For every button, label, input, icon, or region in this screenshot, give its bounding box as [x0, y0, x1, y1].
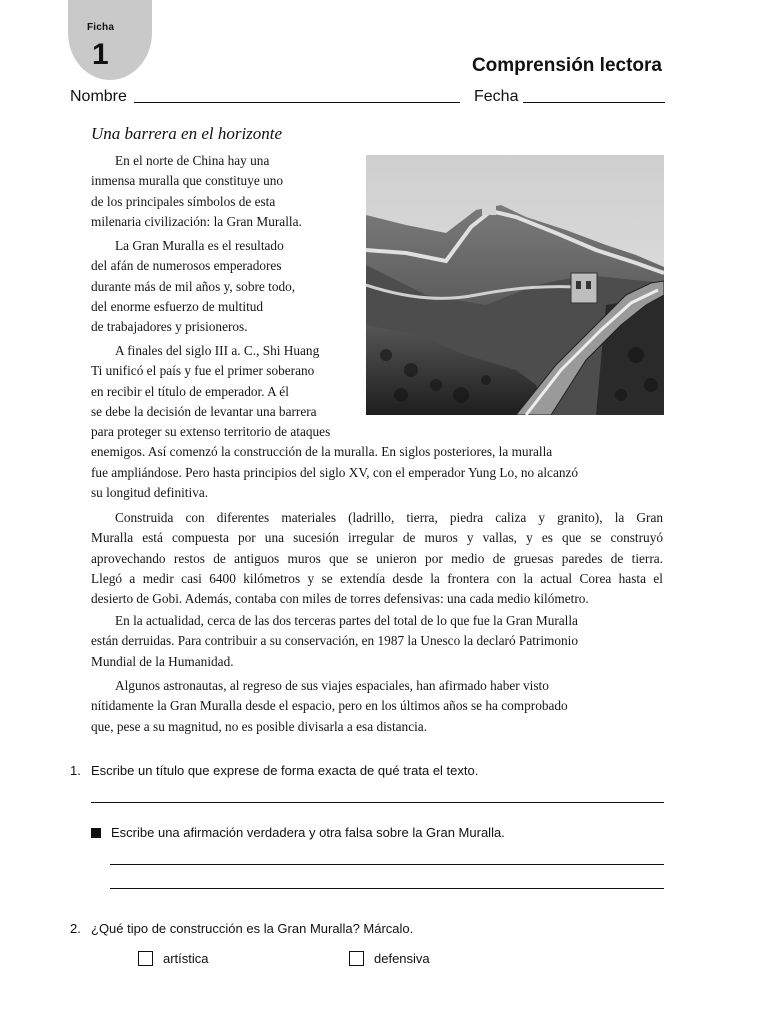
question-1-number: 1.	[70, 763, 81, 778]
paragraph-2	[91, 236, 361, 337]
text-line: desierto de Gobi. Además, contaba con miles de torres defensivas: una cada medio kilómetro.	[91, 591, 589, 607]
great-wall-photo	[366, 155, 664, 415]
option-label-defensiva: defensiva	[374, 951, 430, 966]
text-line: A finales del siglo III a. C., Shi Huang	[115, 343, 320, 358]
paragraph-5	[91, 611, 663, 672]
ficha-tab	[68, 0, 152, 80]
question-1-answer-line[interactable]	[91, 802, 664, 803]
text-line: en recibir el título de emperador. A él	[91, 383, 289, 399]
fecha-label: Fecha	[474, 88, 519, 105]
text-line: para proteger su extenso territorio de ataques	[91, 424, 331, 440]
text-line: Ti unificó el país y fue el primer soberano	[91, 363, 315, 379]
text-line: durante más de mil años y, sobre todo,	[91, 278, 296, 294]
question-1b-text: Escribe una afirmación verdadera y otra falsa sobre la Gran Muralla.	[111, 825, 505, 840]
question-1b-answer-line[interactable]	[110, 888, 664, 889]
paragraph-1	[91, 151, 361, 232]
paragraph-6	[91, 676, 663, 737]
text-line: de trabajadores y prisioneros.	[91, 319, 248, 335]
text-line: fue ampliándose. Pero hasta principios del siglo XV, con el emperador Yung Lo, no alcanzó	[91, 464, 579, 480]
text-line: inmensa muralla que constituye uno	[91, 173, 284, 189]
text-line: que, pese a su magnitud, no es posible divisarla a esa distancia.	[91, 718, 428, 734]
text-line: del enorme esfuerzo de multitud	[91, 298, 264, 314]
text-line: enemigos. Así comenzó la construcción de la muralla. En siglos posteriores, la muralla	[91, 444, 553, 460]
text-line: Algunos astronautas, al regreso de sus viajes espaciales, han afirmado haber visto	[115, 678, 549, 693]
paragraph-4	[91, 508, 663, 609]
text-line: Llegó a medir casi 6400 kilómetros y se extendía desde la frontera con la actual Corea hasta el	[91, 570, 663, 586]
text-line: La Gran Muralla es el resultado	[115, 238, 284, 253]
text-line: En la actualidad, cerca de las dos terceras partes del total de lo que fue la Gran Muralla	[115, 613, 578, 628]
text-line: Construida con diferentes materiales (ladrillo, tierra, piedra caliza y granito), la Gran	[115, 510, 663, 525]
text-line: del afán de numerosos emperadores	[91, 258, 282, 274]
nombre-field[interactable]	[134, 102, 460, 103]
page-title: Comprensión lectora	[471, 55, 662, 76]
question-2-number: 2.	[70, 921, 81, 936]
fecha-field[interactable]	[523, 102, 665, 103]
question-1b-answer-line[interactable]	[110, 864, 664, 865]
text-line: están derruidas. Para contribuir a su conservación, en 1987 la Unesco la declaró Patrimonio	[91, 633, 579, 649]
text-line: nítidamente la Gran Muralla desde el espacio, pero en los últimos años se ha comprobado	[91, 698, 568, 714]
text-line: milenaria civilización: la Gran Muralla.	[91, 213, 302, 229]
reading-title: Una barrera en el horizonte	[91, 124, 283, 143]
text-line: Mundial de la Humanidad.	[91, 653, 234, 669]
text-line: Muralla está compuesta por una sucesión irregular de muros y vallas, y es que se construyó	[91, 530, 663, 546]
square-bullet-icon	[91, 828, 101, 838]
ficha-number: 1	[92, 38, 109, 71]
question-2-text: ¿Qué tipo de construcción es la Gran Muralla? Márcalo.	[91, 921, 414, 936]
text-line: se debe la decisión de levantar una barrera	[91, 403, 317, 419]
text-line: aprovechando restos de antiguos muros que se unieron por medio de gruesas paredes de tierra.	[91, 550, 663, 566]
checkbox-defensiva[interactable]	[349, 951, 364, 966]
nombre-label: Nombre	[70, 88, 127, 105]
text-line: de los principales símbolos de esta	[91, 193, 276, 209]
text-line: su longitud definitiva.	[91, 485, 209, 501]
text-line: En el norte de China hay una	[115, 153, 270, 168]
question-1-text: Escribe un título que exprese de forma exacta de qué trata el texto.	[91, 763, 479, 778]
ficha-label: Ficha	[87, 22, 115, 33]
checkbox-artistica[interactable]	[138, 951, 153, 966]
option-label-artistica: artística	[163, 951, 209, 966]
great-wall-image	[366, 155, 664, 415]
